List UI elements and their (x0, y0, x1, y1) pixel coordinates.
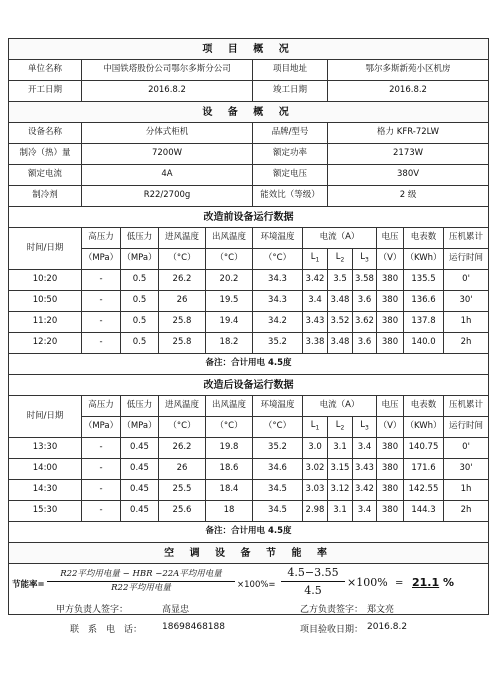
cell: 3.03 (303, 480, 328, 501)
hdr-meter: 电表数 (404, 396, 444, 417)
cell: - (82, 438, 121, 459)
cell: 380 (377, 312, 404, 333)
report-table (8, 38, 489, 615)
cell: 3.43 (303, 312, 328, 333)
formula-result (412, 577, 454, 589)
cell: 3.48 (328, 333, 353, 354)
hdr-meter-unit: （KWh） (404, 249, 444, 270)
cell: 18.6 (206, 459, 253, 480)
hdr-l1: $L_1$ (303, 417, 328, 438)
hdr-in-unit: （°C） (159, 417, 206, 438)
cell: 3.4 (303, 291, 328, 312)
section-equipment-title: 设 备 概 况 (9, 102, 489, 123)
cell: 0.45 (121, 501, 159, 522)
cell: 26.2 (159, 270, 206, 291)
hdr-hp: 高压力 (82, 396, 121, 417)
end-value: 2016.8.2 (328, 81, 489, 102)
hdr-hp: 高压力 (82, 228, 121, 249)
party-b-label: 乙方负责签字： (300, 605, 364, 615)
equip-power-value: 2173W (328, 144, 489, 165)
start-value: 2016.8.2 (82, 81, 253, 102)
formula-multiplier: ×100%= (237, 580, 276, 590)
cell: - (82, 312, 121, 333)
cell: 380 (377, 459, 404, 480)
formula-value-numerator: 4.5−3.55 (281, 567, 345, 582)
cell: 1h (444, 480, 489, 501)
cell: 0.45 (121, 480, 159, 501)
cell: 18.2 (206, 333, 253, 354)
table-row (9, 333, 489, 354)
hdr-comp-2: 运行时间 (444, 417, 489, 438)
cell: - (82, 459, 121, 480)
unit-value: 中国铁塔股份公司鄂尔多斯分公司 (82, 60, 253, 81)
cell: 0.5 (121, 333, 159, 354)
equip-current-value: 4A (82, 165, 253, 186)
hdr-lp-unit: （MPa） (121, 249, 159, 270)
hdr-time: 时间/日期 (9, 228, 82, 270)
party-b-name: 郑文亮 (367, 605, 395, 615)
cell: 30' (444, 459, 489, 480)
cell: 3.6 (353, 333, 377, 354)
cell: 19.4 (206, 312, 253, 333)
section-before-title: 改造前设备运行数据 (9, 207, 489, 228)
hdr-out: 出风温度 (206, 228, 253, 249)
hdr-in-unit: （°C） (159, 249, 206, 270)
cell: 0.45 (121, 459, 159, 480)
cell: 25.8 (159, 312, 206, 333)
cell: 3.62 (353, 312, 377, 333)
equip-voltage-label: 额定电压 (253, 165, 328, 186)
equip-refrig-value: R22/2700g (82, 186, 253, 207)
cell: 26 (159, 459, 206, 480)
cell: 30' (444, 291, 489, 312)
after-note: 备注：合计用电 4.5度 (9, 522, 489, 543)
accept-date-label: 项目验收日期： (300, 625, 364, 635)
before-note: 备注：合计用电 4.5度 (9, 354, 489, 375)
hdr-lp: 低压力 (121, 228, 159, 249)
cell: 3.4 (353, 501, 377, 522)
cell: 3.42 (303, 270, 328, 291)
cell: 0.45 (121, 438, 159, 459)
formula-numerator: R22平均用电量 − HBR −22A平均用电量 (47, 570, 235, 582)
hdr-hp-unit: （MPa） (82, 417, 121, 438)
site-label: 项目地址 (253, 60, 328, 81)
cell: 3.0 (303, 438, 328, 459)
cell: - (82, 501, 121, 522)
hdr-out-unit: （°C） (206, 417, 253, 438)
cell: 3.15 (328, 459, 353, 480)
cell: 10:50 (9, 291, 82, 312)
cell: 15:30 (9, 501, 82, 522)
cell: - (82, 270, 121, 291)
end-label: 竣工日期 (253, 81, 328, 102)
phone-value: 18698468188 (162, 622, 225, 632)
site-value: 鄂尔多斯新苑小区机房 (328, 60, 489, 81)
equip-power-label: 额定功率 (253, 144, 328, 165)
cell: 380 (377, 291, 404, 312)
result-unit: % (442, 576, 455, 589)
cell: 35.2 (253, 438, 303, 459)
cell: - (82, 480, 121, 501)
cell: 3.38 (303, 333, 328, 354)
table-row (9, 312, 489, 333)
equip-brand-value: 格力 KFR-72LW (328, 123, 489, 144)
hdr-env: 环境温度 (253, 396, 303, 417)
hdr-out: 出风温度 (206, 396, 253, 417)
cell: 135.5 (404, 270, 444, 291)
section-saving-title: 空 调 设 备 节 能 率 (9, 543, 489, 564)
cell: 11:20 (9, 312, 82, 333)
cell: 3.4 (353, 438, 377, 459)
cell: 3.52 (328, 312, 353, 333)
cell: 18.4 (206, 480, 253, 501)
table-row (9, 291, 489, 312)
start-label: 开工日期 (9, 81, 82, 102)
hdr-voltage-unit: （V） (377, 417, 404, 438)
table-row (9, 459, 489, 480)
formula-value-denominator: 4.5 (304, 584, 322, 598)
cell: 137.8 (404, 312, 444, 333)
cell: 0.5 (121, 312, 159, 333)
cell: 3.6 (353, 291, 377, 312)
equip-current-label: 额定电流 (9, 165, 82, 186)
formula-fraction (47, 570, 235, 594)
formula-denominator: R22平均用电量 (111, 583, 171, 594)
hdr-lp-unit: （MPa） (121, 417, 159, 438)
cell: 3.58 (353, 270, 377, 291)
cell: 19.5 (206, 291, 253, 312)
cell: 34.2 (253, 312, 303, 333)
cell: 0.5 (121, 270, 159, 291)
cell: 34.5 (253, 501, 303, 522)
hdr-l3: $L_3$ (353, 249, 377, 270)
cell: 140.75 (404, 438, 444, 459)
hdr-env-unit: （°C） (253, 249, 303, 270)
phone-label: 联 系 电 话： (70, 625, 143, 635)
party-a-name: 高显忠 (162, 605, 190, 615)
cell: 13:30 (9, 438, 82, 459)
cell: 3.42 (353, 480, 377, 501)
hdr-l2: $L_2$ (328, 249, 353, 270)
cell: 19.8 (206, 438, 253, 459)
cell: 136.6 (404, 291, 444, 312)
hdr-env: 环境温度 (253, 228, 303, 249)
hdr-out-unit: （°C） (206, 249, 253, 270)
cell: 25.8 (159, 333, 206, 354)
hdr-hp-unit: （MPa） (82, 249, 121, 270)
hdr-l2: $L_2$ (328, 417, 353, 438)
equip-voltage-value: 380V (328, 165, 489, 186)
equip-cool-value: 7200W (82, 144, 253, 165)
table-row (9, 270, 489, 291)
hdr-in: 进风温度 (159, 396, 206, 417)
hdr-meter-unit: （KWh） (404, 417, 444, 438)
hdr-current: 电流（A） (303, 396, 377, 417)
cell: 3.43 (353, 459, 377, 480)
cell: 12:20 (9, 333, 82, 354)
cell: 3.12 (328, 480, 353, 501)
table-row (9, 501, 489, 522)
hdr-comp: 压机累计 (444, 396, 489, 417)
table-row (9, 480, 489, 501)
hdr-lp: 低压力 (121, 396, 159, 417)
equip-name-label: 设备名称 (9, 123, 82, 144)
cell: 10:20 (9, 270, 82, 291)
cell: 380 (377, 270, 404, 291)
cell: 34.3 (253, 291, 303, 312)
unit-label: 单位名称 (9, 60, 82, 81)
cell: 1h (444, 312, 489, 333)
cell: 171.6 (404, 459, 444, 480)
cell: 3.1 (328, 438, 353, 459)
cell: 34.5 (253, 480, 303, 501)
cell: 380 (377, 501, 404, 522)
formula-value-fraction (281, 567, 345, 597)
cell: 380 (377, 438, 404, 459)
table-row (9, 438, 489, 459)
cell: 0' (444, 270, 489, 291)
equip-brand-label: 品牌/型号 (253, 123, 328, 144)
cell: 3.02 (303, 459, 328, 480)
hdr-comp: 压机累计 (444, 228, 489, 249)
hdr-comp-2: 运行时间 (444, 249, 489, 270)
cell: - (82, 333, 121, 354)
hdr-current: 电流（A） (303, 228, 377, 249)
formula-percent: ×100% (347, 576, 388, 589)
cell: 14:30 (9, 480, 82, 501)
hdr-voltage: 电压 (377, 396, 404, 417)
cell: 3.48 (328, 291, 353, 312)
cell: 34.3 (253, 270, 303, 291)
equip-cool-label: 制冷（热）量 (9, 144, 82, 165)
cell: 144.3 (404, 501, 444, 522)
cell: 142.55 (404, 480, 444, 501)
equip-refrig-label: 制冷剂 (9, 186, 82, 207)
cell: 3.1 (328, 501, 353, 522)
accept-date-value: 2016.8.2 (367, 622, 408, 632)
cell: 380 (377, 333, 404, 354)
cell: 2h (444, 333, 489, 354)
hdr-time: 时间/日期 (9, 396, 82, 438)
equip-name-value: 分体式柜机 (82, 123, 253, 144)
hdr-voltage-unit: （V） (377, 249, 404, 270)
equip-eff-value: 2 级 (328, 186, 489, 207)
party-a-label: 甲方负责人签字： (56, 605, 129, 615)
hdr-l3: $L_3$ (353, 417, 377, 438)
cell: 34.6 (253, 459, 303, 480)
cell: 2h (444, 501, 489, 522)
cell: 25.6 (159, 501, 206, 522)
cell: 20.2 (206, 270, 253, 291)
cell: - (82, 291, 121, 312)
cell: 2.98 (303, 501, 328, 522)
section-project-title: 项 目 概 况 (9, 39, 489, 60)
cell: 3.5 (328, 270, 353, 291)
hdr-in: 进风温度 (159, 228, 206, 249)
cell: 14:00 (9, 459, 82, 480)
equip-eff-label: 能效比（等级） (253, 186, 328, 207)
section-after-title: 改造后设备运行数据 (9, 375, 489, 396)
formula-equals: = (395, 578, 404, 589)
cell: 380 (377, 480, 404, 501)
cell: 26 (159, 291, 206, 312)
cell: 26.2 (159, 438, 206, 459)
result-value: 21.1 (412, 576, 440, 589)
hdr-l1: $L_1$ (303, 249, 328, 270)
hdr-voltage: 电压 (377, 228, 404, 249)
cell: 18 (206, 501, 253, 522)
cell: 35.2 (253, 333, 303, 354)
cell: 0' (444, 438, 489, 459)
formula-label: 节能率= (12, 580, 45, 590)
cell: 140.0 (404, 333, 444, 354)
hdr-meter: 电表数 (404, 228, 444, 249)
cell: 0.5 (121, 291, 159, 312)
cell: 25.5 (159, 480, 206, 501)
hdr-env-unit: （°C） (253, 417, 303, 438)
